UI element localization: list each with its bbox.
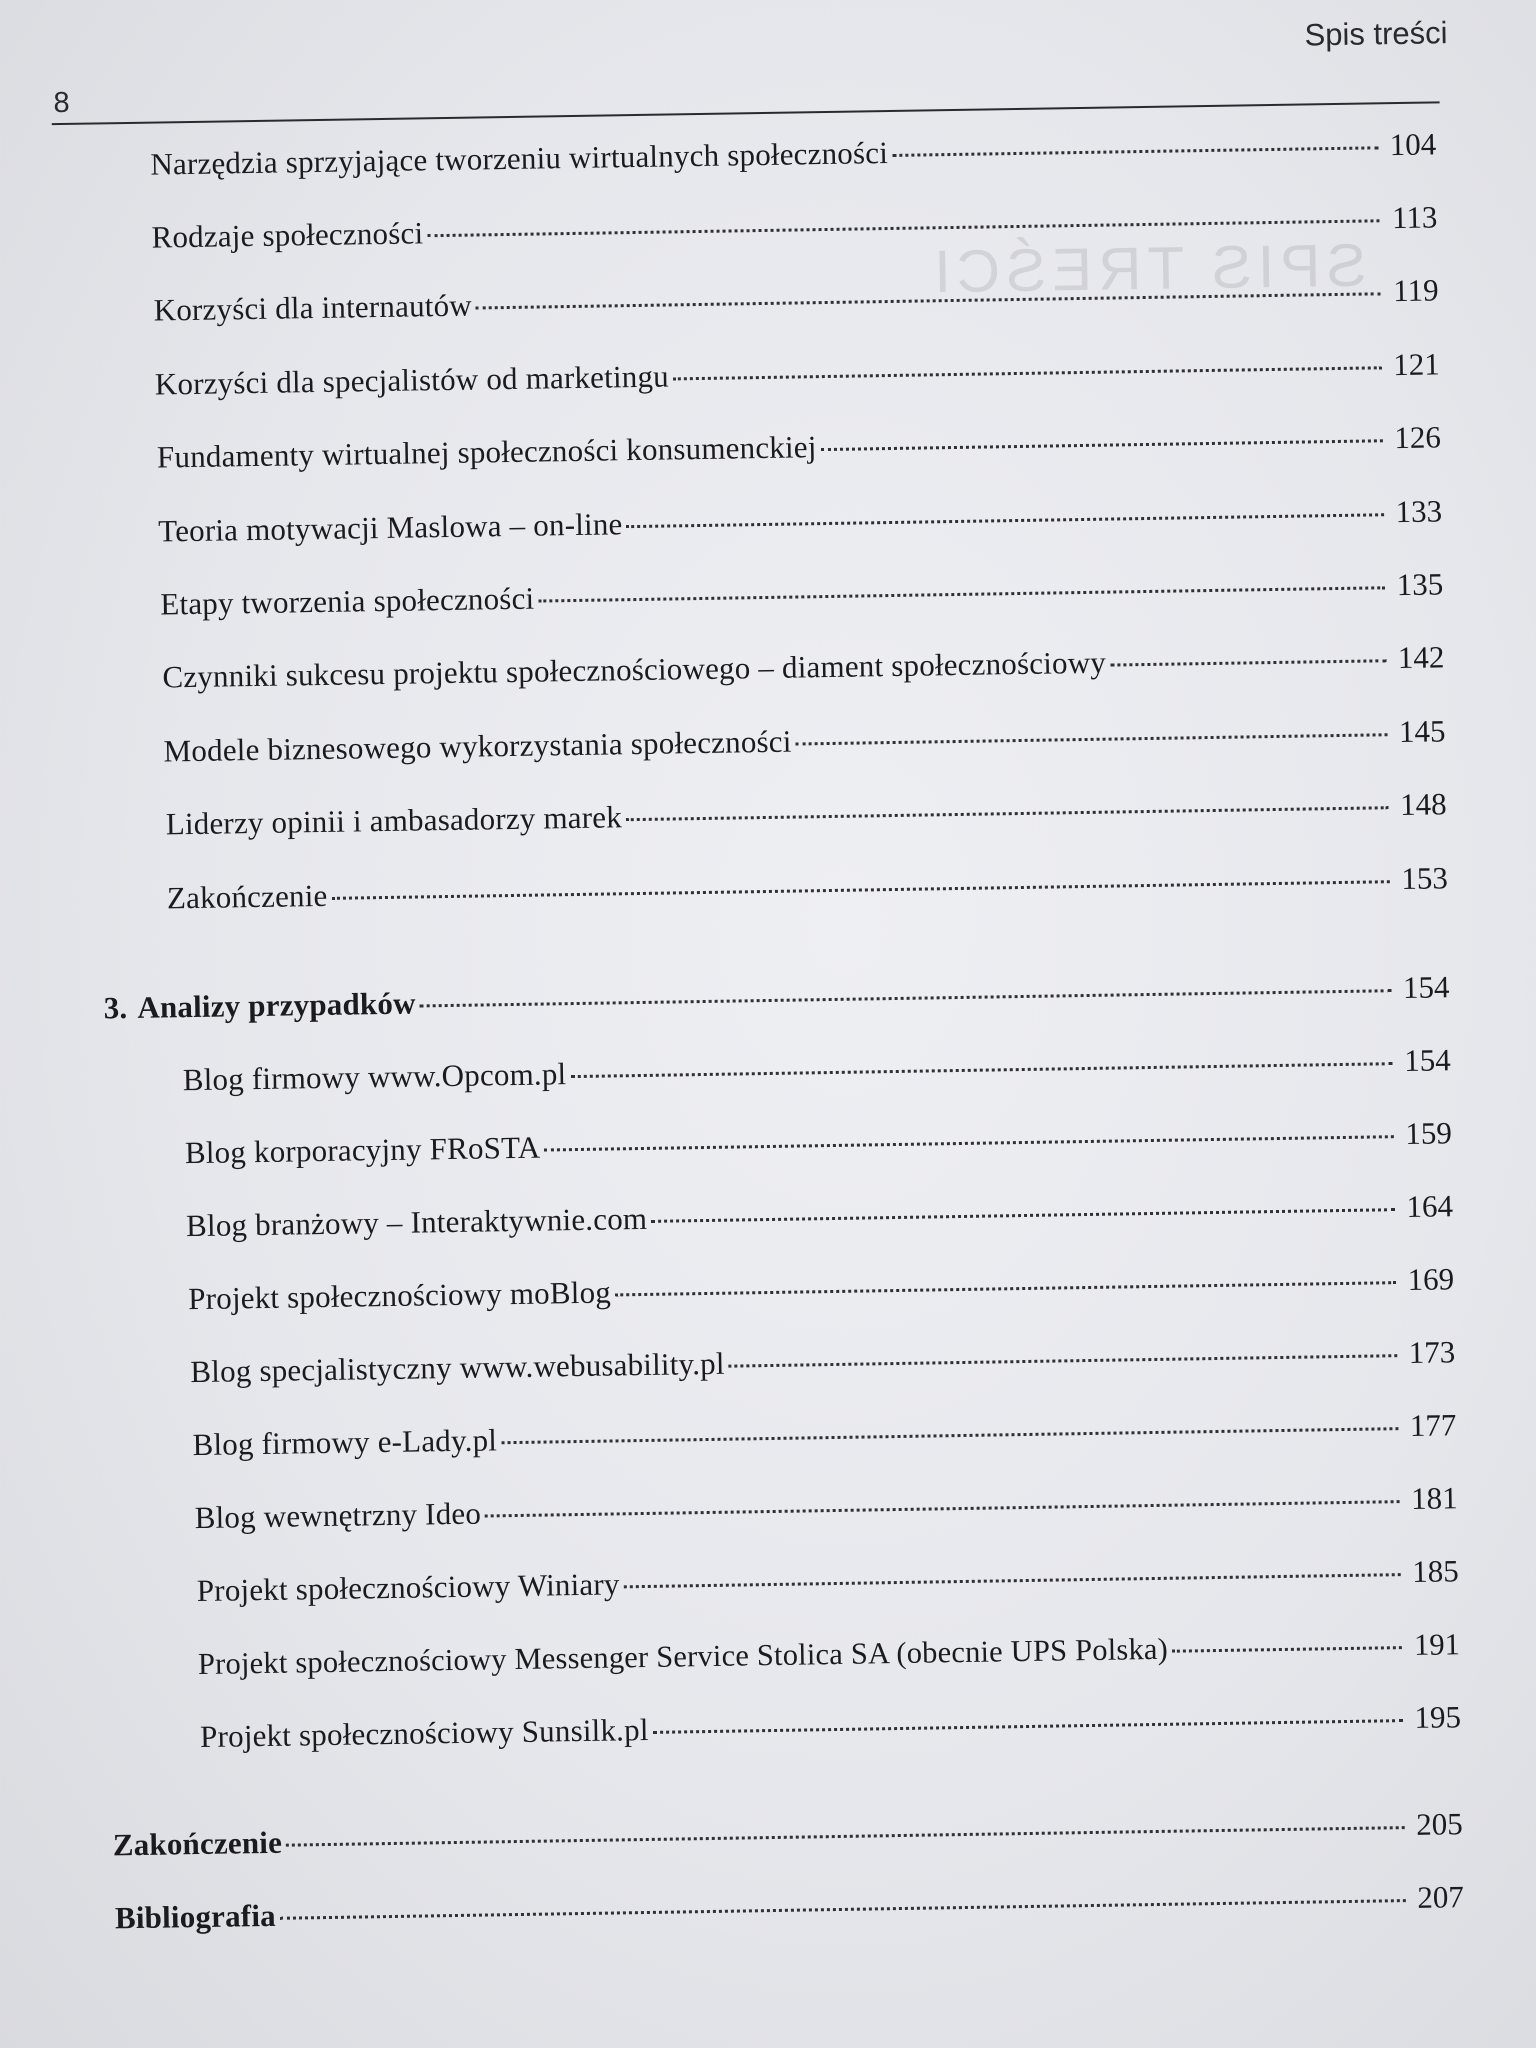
dot-leader — [821, 439, 1383, 451]
toc-entry-page: 185 — [1411, 1553, 1459, 1589]
toc-entry-title: Blog firmowy www.Opcom.pl — [182, 1056, 567, 1098]
dot-leader — [624, 1573, 1401, 1588]
toc-entry-page: 169 — [1407, 1261, 1455, 1297]
dot-leader — [1110, 659, 1386, 666]
toc-entry-title: Narzędzia sprzyjające tworzeniu wirtualnych społeczności — [150, 135, 889, 182]
toc-entry-title: Blog wewnętrzny Ideo — [194, 1495, 482, 1536]
toc-entry — [194, 1478, 1457, 1538]
toc-entry-title: Czynniki sukcesu projektu społecznościowego – diament społecznościowy — [162, 644, 1107, 695]
chapter-number: 3. — [103, 990, 128, 1026]
dot-leader — [615, 1281, 1396, 1296]
toc-entry-title: Projekt społecznościowy Sunsilk.pl — [199, 1711, 649, 1755]
toc-entry-title: Zakończenie — [166, 877, 328, 916]
toc-entry — [157, 417, 1441, 477]
toc-entry — [150, 124, 1436, 184]
dot-leader — [626, 513, 1384, 528]
toc-entry-page: 181 — [1410, 1480, 1458, 1516]
toc-entry — [200, 1697, 1461, 1757]
dot-leader — [1172, 1646, 1402, 1653]
toc-entry — [158, 491, 1442, 551]
toc-entry-page: 195 — [1414, 1699, 1462, 1735]
toc-entry-page: 133 — [1395, 493, 1443, 530]
toc-entry-page: 205 — [1415, 1806, 1463, 1842]
toc-entry — [192, 1405, 1456, 1465]
dot-leader — [653, 1719, 1403, 1734]
show-through-text: SPIS TREŚCI — [927, 231, 1368, 306]
toc-entry-title: Rodzaje społeczności — [151, 215, 424, 255]
dot-leader — [729, 1354, 1398, 1368]
toc-entry — [182, 1040, 1450, 1100]
running-head: Spis treści — [1304, 15, 1448, 53]
dot-leader — [796, 733, 1388, 745]
toc-entry — [155, 344, 1440, 404]
dot-leader — [476, 292, 1381, 309]
toc-entry-title: Blog specjalistyczny www.webusability.pl — [190, 1345, 725, 1390]
dot-leader — [626, 806, 1389, 821]
toc-entry-page: 173 — [1408, 1334, 1456, 1370]
dot-leader — [673, 366, 1382, 380]
dot-leader — [485, 1500, 1400, 1517]
header-rule — [52, 101, 1440, 125]
toc-entry — [153, 270, 1438, 330]
chapter-title: Analizy przypadków — [137, 985, 416, 1025]
toc-entry-title: Projekt społecznościowy moBlog — [187, 1274, 612, 1317]
chapter-page: 154 — [1402, 969, 1450, 1006]
dot-leader — [892, 146, 1378, 157]
toc-entry — [190, 1332, 1455, 1392]
toc-entry-page: 191 — [1413, 1627, 1461, 1662]
toc-entry — [165, 784, 1446, 844]
page-number: 8 — [53, 86, 70, 120]
toc-entry — [185, 1113, 1452, 1173]
toc-entry — [198, 1624, 1460, 1684]
toc-entry-back-matter — [113, 1804, 1463, 1865]
toc-entry-page: 113 — [1391, 199, 1438, 236]
toc-entry — [162, 637, 1444, 697]
toc-entry — [197, 1551, 1459, 1611]
toc-entry-page: 121 — [1392, 346, 1440, 383]
toc-entry-title: Korzyści dla internautów — [153, 287, 473, 328]
toc-chapter-heading — [103, 967, 1449, 1028]
toc-entry-title: Fundamenty wirtualnej społeczności konsumenckiej — [156, 429, 817, 475]
toc-entry-title: Projekt społecznościowy Winiary — [196, 1566, 620, 1609]
toc-entry-title: Korzyści dla specjalistów od marketingu — [154, 358, 670, 402]
toc-entry-page: 126 — [1394, 419, 1442, 456]
toc-entry-title: Blog korporacyjny FRoSTA — [184, 1129, 541, 1171]
toc-entry-title: Blog firmowy e-Lady.pl — [192, 1422, 498, 1463]
dot-leader — [427, 219, 1379, 237]
toc-entry-title: Modele biznesowego wykorzystania społeczności — [163, 723, 792, 769]
dot-leader — [570, 1062, 1392, 1078]
dot-leader — [331, 880, 1389, 900]
toc-entry-page: 159 — [1405, 1115, 1453, 1152]
dot-leader — [651, 1208, 1395, 1223]
dot-leader — [538, 586, 1385, 602]
dot-leader — [420, 989, 1392, 1007]
toc-entry-title: Zakończenie — [112, 1824, 283, 1863]
toc-entry — [186, 1186, 1453, 1246]
toc-entry — [188, 1259, 1454, 1319]
toc-entry-page: 145 — [1398, 713, 1446, 750]
toc-entry-title: Blog branżowy – Interaktywnie.com — [185, 1200, 648, 1244]
toc-entry-title: Bibliografia — [114, 1897, 277, 1936]
toc-entry-page: 153 — [1401, 860, 1449, 897]
toc-entry — [160, 564, 1443, 624]
toc-entry-title: Etapy tworzenia społeczności — [160, 580, 535, 622]
toc-entry-back-matter — [115, 1877, 1464, 1938]
toc-entry-page: 135 — [1396, 566, 1444, 603]
toc-entry-page: 142 — [1397, 639, 1445, 676]
toc-entry-page: 154 — [1403, 1042, 1451, 1079]
dot-leader — [544, 1135, 1394, 1151]
toc-entry — [167, 858, 1448, 918]
toc-entry — [163, 711, 1445, 771]
toc-entry-title: Teoria motywacji Maslowa – on-line — [157, 506, 623, 549]
toc-entry-page: 148 — [1399, 786, 1447, 823]
toc-entry-page: 207 — [1417, 1879, 1465, 1915]
toc-entry-page: 164 — [1406, 1188, 1454, 1224]
toc-entry-title: Liderzy opinii i ambasadorzy marek — [165, 799, 623, 842]
toc-entry-title: Projekt społecznościowy Messenger Service Stolica SA (obecnie UPS Polska) — [197, 1631, 1169, 1682]
toc-entry-page: 177 — [1409, 1407, 1457, 1443]
toc-entry-page: 104 — [1389, 126, 1437, 163]
dot-leader — [501, 1427, 1398, 1444]
toc-entry-page: 119 — [1392, 272, 1439, 309]
dot-leader — [286, 1826, 1405, 1847]
dot-leader — [280, 1899, 1406, 1920]
